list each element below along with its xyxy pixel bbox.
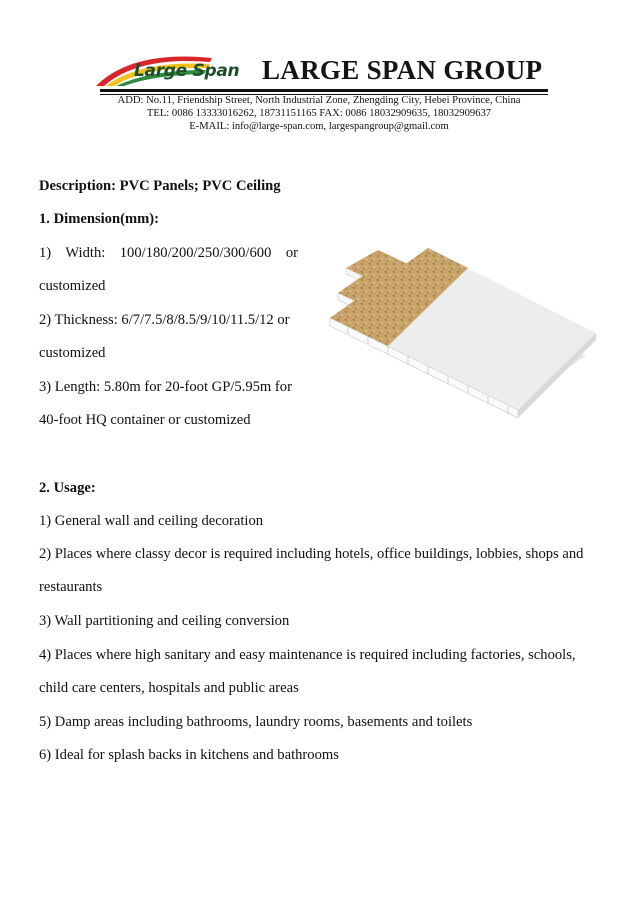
length-line: 3) Length: 5.80m for 20-foot GP/5.95m for <box>39 379 292 395</box>
usage-item: 2) Places where classy decor is required including hotels, office buildings, lobbies, shops and <box>39 546 584 562</box>
company-name: LARGE SPAN GROUP <box>262 55 543 85</box>
pvc-panels-image <box>328 238 598 418</box>
header-rule-thick <box>100 89 548 92</box>
pvc-panels-illustration <box>328 238 598 418</box>
usage-item: 3) Wall partitioning and ceiling conversion <box>39 613 290 629</box>
thickness-line: 2) Thickness: 6/7/7.5/8/8.5/9/10/11.5/12 or <box>39 312 290 328</box>
usage-item-cont: child care centers, hospitals and public areas <box>39 680 299 696</box>
thickness-line-cont: customized <box>39 345 106 361</box>
letterhead <box>0 0 638 140</box>
width-text: 1) Width: 100/180/200/250/300/600 or <box>39 245 298 261</box>
usage-item-cont: restaurants <box>39 579 103 595</box>
usage-item: 4) Places where high sanitary and easy maintenance is required including factories, schools, <box>39 647 576 663</box>
width-line <box>39 244 298 262</box>
usage-item: 1) General wall and ceiling decoration <box>39 513 264 529</box>
description-title: Description: PVC Panels; PVC Ceiling <box>39 178 281 194</box>
usage-item: 5) Damp areas including bathrooms, laundry rooms, basements and toilets <box>39 714 473 730</box>
email-line: E-MAIL: info@large-span.com, largespangroup@gmail.com <box>189 121 449 132</box>
length-line-cont: 40-foot HQ container or customized <box>39 412 251 428</box>
address-line: ADD: No.11, Friendship Street, North Industrial Zone, Zhengding City, Hebei Province, China <box>117 95 521 106</box>
logo-wordmark: Large Span <box>134 61 240 81</box>
usage-heading: 2. Usage: <box>39 480 96 496</box>
dimension-heading: 1. Dimension(mm): <box>39 211 159 227</box>
usage-item: 6) Ideal for splash backs in kitchens and bathrooms <box>39 747 339 763</box>
company-logo <box>92 48 262 92</box>
phone-line: TEL: 0086 13333016262, 18731151165 FAX: 0086 18032909635, 18032909637 <box>146 108 492 119</box>
width-line-cont: customized <box>39 278 106 294</box>
